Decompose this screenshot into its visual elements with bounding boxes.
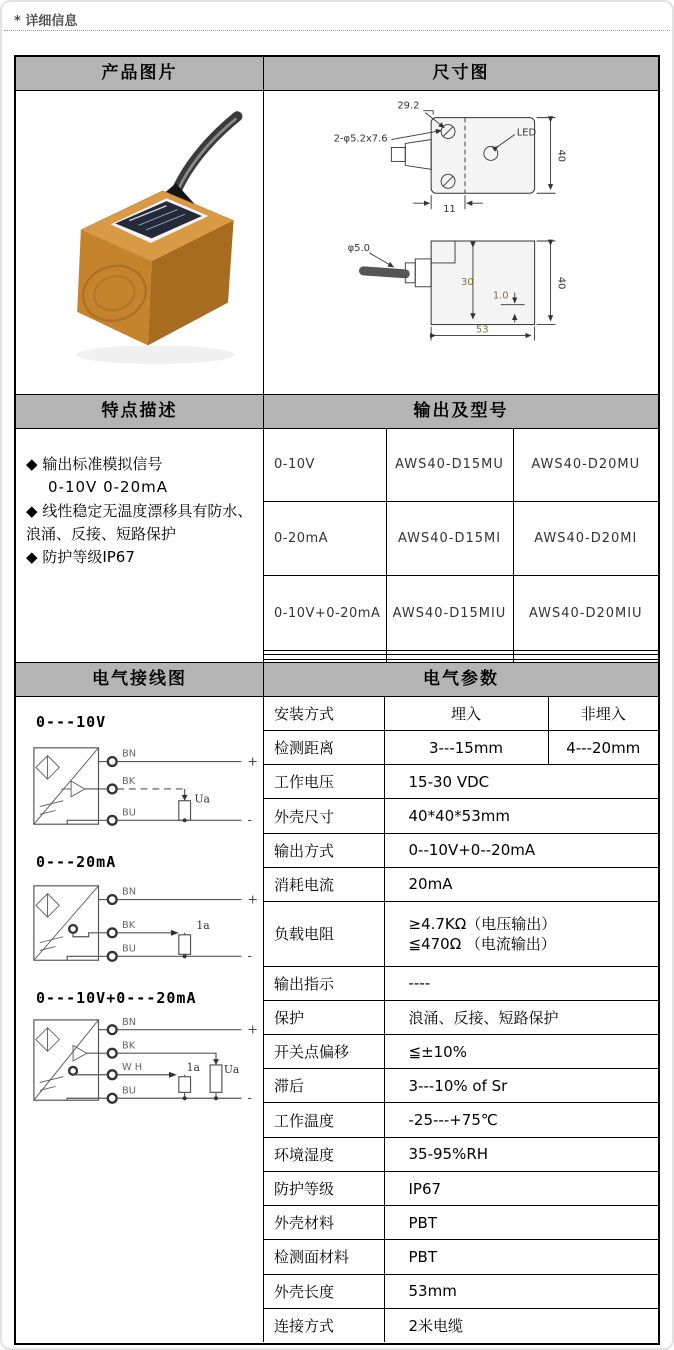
wiring-title: 0---10V+0---20mA xyxy=(36,989,197,1007)
wire-label-bu: BU xyxy=(122,943,136,955)
wiring-diagram-current xyxy=(28,853,263,983)
load-label-ua: Ua xyxy=(223,1062,240,1076)
content-row-2 xyxy=(16,429,658,663)
photo-shadow xyxy=(76,345,234,364)
param-value: 15-30 VDC xyxy=(384,765,658,799)
table-row xyxy=(264,660,658,662)
load-resistor-1a xyxy=(179,1077,191,1093)
led-label: LED xyxy=(516,127,537,139)
table-row xyxy=(264,501,658,576)
param-value: PBT xyxy=(384,1240,658,1274)
param-value: 20mA xyxy=(384,867,658,901)
dim-bottom-height-40: 40 xyxy=(555,276,567,290)
param-label: 输出方式 xyxy=(264,833,384,867)
param-label: 连接方式 xyxy=(264,1308,384,1342)
table-row xyxy=(264,1206,658,1240)
model-number xyxy=(513,660,658,662)
model-number: AWS40-D15MU xyxy=(386,429,513,501)
param-value: 埋入 xyxy=(384,697,548,730)
table-row xyxy=(264,867,658,901)
plus-sign: + xyxy=(247,1021,259,1037)
param-value: 浪涌、反接、短路保护 xyxy=(384,1000,658,1034)
model-number: AWS40-D20MI xyxy=(513,501,658,576)
amplifier-icon xyxy=(71,781,85,797)
terminal-bu xyxy=(108,1094,117,1103)
dim-bottom-body xyxy=(431,241,534,325)
param-value: 3---15mm xyxy=(384,730,548,764)
features-header: 特点描述 xyxy=(16,395,264,428)
param-value: 2米电缆 xyxy=(408,1316,464,1335)
model-number: AWS40-D20MU xyxy=(513,429,658,501)
wiring-title: 0---20mA xyxy=(36,853,117,871)
wire-label-wh: W H xyxy=(122,1061,143,1073)
param-label: 外壳长度 xyxy=(264,1274,384,1308)
feature-item: ◆ 输出标准模拟信号 xyxy=(26,455,163,473)
product-photo xyxy=(25,98,255,388)
params-header: 电气参数 xyxy=(264,663,658,696)
wiring-title: 0---10V xyxy=(36,713,107,731)
terminal-bn xyxy=(108,757,117,766)
plus-sign: + xyxy=(247,753,259,769)
wire-label-bk: BK xyxy=(122,919,136,931)
param-label: 保护 xyxy=(264,1000,384,1034)
terminal-bn xyxy=(108,895,117,904)
table-row xyxy=(264,1035,658,1069)
table-row xyxy=(264,1274,658,1308)
dimension-diagram xyxy=(264,91,658,391)
load-label-ua: Ua xyxy=(194,792,210,806)
feature-item-sub: 0-10V 0-20mA xyxy=(48,478,168,497)
wiring-schematic-combined xyxy=(28,1007,263,1119)
params-cell xyxy=(264,697,658,1342)
cable-flange xyxy=(415,259,431,287)
dim-30: 30 xyxy=(461,276,474,288)
terminal-bu xyxy=(108,816,117,825)
param-value: 0--10V+0--20mA xyxy=(384,833,658,867)
params-table xyxy=(264,697,658,1342)
param-value: 3---10% of Sr xyxy=(384,1069,658,1103)
load-resistance-line-2: ≦470Ω （电流输出） xyxy=(408,934,556,953)
param-label: 外壳材料 xyxy=(264,1206,384,1240)
wire-label-bk: BK xyxy=(122,1040,136,1052)
param-value: ---- xyxy=(384,966,658,1000)
table-row xyxy=(264,697,658,730)
model-number: AWS40-D20MIU xyxy=(513,576,658,651)
product-image-header: 产品图片 xyxy=(16,57,264,90)
dim-hole-label: 2-φ5.2x7.6 xyxy=(333,133,388,145)
minus-sign: - xyxy=(247,812,252,828)
table-row xyxy=(264,1000,658,1034)
wire-label-bn: BN xyxy=(122,1016,137,1028)
wiring-header: 电气接线图 xyxy=(16,663,264,696)
table-row xyxy=(264,1240,658,1274)
page-title: * 详细信息 xyxy=(14,14,78,29)
product-image-cell xyxy=(16,91,264,394)
table-row xyxy=(264,765,658,799)
table-row xyxy=(264,966,658,1000)
wiring-schematic-current xyxy=(28,871,263,979)
terminal-bk xyxy=(108,785,117,794)
header-row-1 xyxy=(16,57,658,91)
wiring-schematic-voltage xyxy=(28,731,263,843)
minus-sign: - xyxy=(247,948,252,964)
load-label-1a: 1a xyxy=(196,918,210,932)
table-row xyxy=(264,1069,658,1103)
table-row xyxy=(264,902,658,967)
model-number: AWS40-D15MI xyxy=(386,501,513,576)
param-label: 防护等级 xyxy=(264,1171,384,1205)
bullet-icon: ◆ xyxy=(26,548,38,566)
minus-sign: - xyxy=(247,1090,252,1106)
dimension-diagram-cell xyxy=(264,91,658,394)
param-label: 外壳尺寸 xyxy=(264,799,384,833)
param-value xyxy=(384,902,658,967)
model-output: 0-10V+0-20mA xyxy=(264,576,386,651)
dim-1-0: 1.0 xyxy=(492,290,509,302)
wire-label-bn: BN xyxy=(122,748,137,760)
param-label: 检测面材料 xyxy=(264,1240,384,1274)
sensor-cable xyxy=(173,116,236,196)
param-value-2: 非埋入 xyxy=(548,697,658,730)
param-value: -25---+75℃ xyxy=(384,1103,658,1137)
dim-11: 11 xyxy=(443,204,456,216)
terminal-bk xyxy=(108,1049,117,1058)
table-row xyxy=(264,799,658,833)
model-number xyxy=(386,660,513,662)
wire-label-bk: BK xyxy=(122,776,136,788)
amplifier-icon xyxy=(73,1045,87,1061)
dotted-separator xyxy=(4,30,670,31)
load-resistance-line-1: ≥4.7KΩ（电压输出） xyxy=(408,914,557,933)
load-resistor xyxy=(179,801,191,821)
output-models-header: 输出及型号 xyxy=(264,395,658,428)
content-row-3 xyxy=(16,697,658,1342)
terminal-bn xyxy=(108,1025,117,1034)
param-value: ≦±10% xyxy=(384,1035,658,1069)
param-value: 53mm xyxy=(384,1274,658,1308)
wire-label-bn: BN xyxy=(122,886,137,898)
spec-sheet-table xyxy=(14,55,660,1345)
param-label: 负载电阻 xyxy=(264,902,384,967)
param-value: IP67 xyxy=(384,1171,658,1205)
dim-top-height-40: 40 xyxy=(555,149,567,163)
model-output xyxy=(264,660,386,662)
model-output: 0-20mA xyxy=(264,501,386,576)
param-label: 环境湿度 xyxy=(264,1137,384,1171)
param-label: 开关点偏移 xyxy=(264,1035,384,1069)
terminal-bk xyxy=(108,928,117,937)
load-resistor-ua xyxy=(210,1065,222,1092)
feature-item: ◆ 线性稳定无温度漂移具有防水、浪涌、反接、短路保护 xyxy=(26,501,253,543)
load-label-1a: 1a xyxy=(186,1060,200,1074)
features-cell xyxy=(16,429,264,662)
table-row xyxy=(264,833,658,867)
param-value: 40*40*53mm xyxy=(384,799,658,833)
feature-item: ◆ 防护等级IP67 xyxy=(26,548,135,566)
param-label: 工作电压 xyxy=(264,765,384,799)
table-row xyxy=(264,576,658,651)
table-row xyxy=(264,730,658,764)
dim-53: 53 xyxy=(475,324,489,336)
param-label: 滞后 xyxy=(264,1069,384,1103)
param-value: 35-95%RH xyxy=(384,1137,658,1171)
dimension-header: 尺寸图 xyxy=(264,57,658,90)
wire-label-bu: BU xyxy=(122,1085,136,1097)
table-row xyxy=(264,1103,658,1137)
terminal-wh xyxy=(108,1070,117,1079)
header-row-2 xyxy=(16,395,658,429)
table-row xyxy=(264,1308,658,1342)
dim-cable-dia: φ5.0 xyxy=(347,242,370,254)
models-table xyxy=(264,429,658,662)
wire-label-bu: BU xyxy=(122,807,136,819)
dim-cable xyxy=(363,271,405,274)
wiring-diagram-voltage xyxy=(28,713,263,847)
model-number: AWS40-D15MIU xyxy=(386,576,513,651)
plus-sign: + xyxy=(247,891,259,907)
table-row xyxy=(264,1171,658,1205)
dim-29-2: 29.2 xyxy=(397,100,420,112)
table-row xyxy=(264,429,658,501)
param-value-2: 4---20mm xyxy=(548,730,658,764)
param-label: 工作温度 xyxy=(264,1103,384,1137)
bullet-icon: ◆ xyxy=(26,455,38,473)
load-resistor xyxy=(179,935,191,955)
wiring-diagrams-cell xyxy=(16,697,264,1342)
wiring-diagram-combined xyxy=(28,989,263,1123)
bullet-icon: ◆ xyxy=(26,501,38,520)
param-label: 检测距离 xyxy=(264,730,384,764)
content-row-1 xyxy=(16,91,658,395)
header-row-3 xyxy=(16,663,658,697)
param-value: PBT xyxy=(384,1206,658,1240)
dim-plug xyxy=(405,140,431,170)
param-label: 输出指示 xyxy=(264,966,384,1000)
table-row xyxy=(264,1137,658,1171)
param-label: 消耗电流 xyxy=(264,867,384,901)
models-cell xyxy=(264,429,658,662)
param-label: 安装方式 xyxy=(264,697,384,730)
model-output: 0-10V xyxy=(264,429,386,501)
terminal-bu xyxy=(108,952,117,961)
